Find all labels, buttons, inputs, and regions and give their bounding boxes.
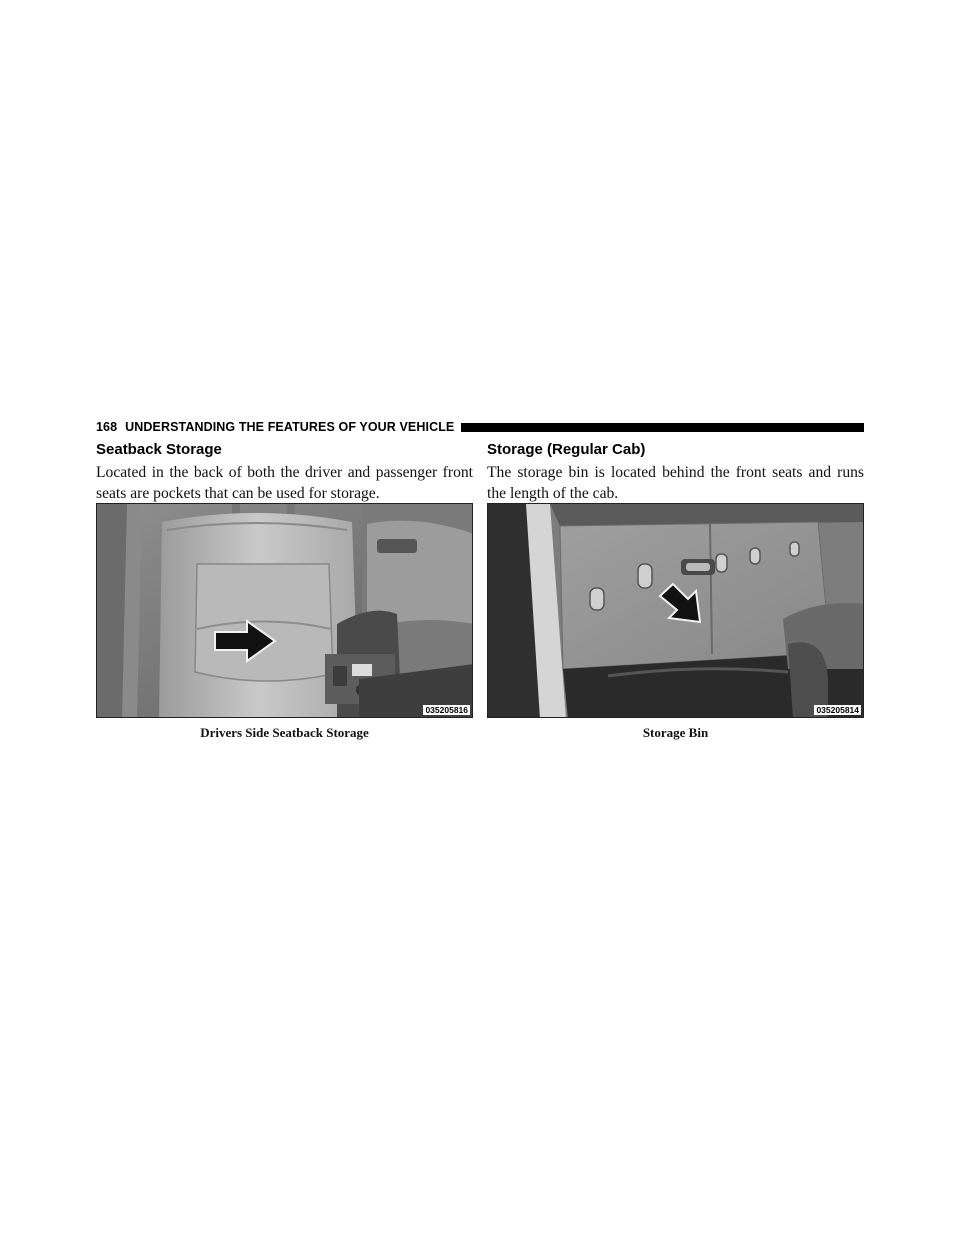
seatback-storage-section xyxy=(96,441,473,504)
seatback-storage-figure xyxy=(96,503,473,718)
page-number: 168 xyxy=(96,420,118,434)
figure-caption: Drivers Side Seatback Storage xyxy=(200,725,369,740)
figure-caption: Storage Bin xyxy=(642,725,709,740)
header-rule xyxy=(461,423,864,432)
regular-cab-storage-section xyxy=(487,441,864,504)
figure-code: 035205816 xyxy=(425,705,468,715)
header-text xyxy=(96,420,454,434)
seatback-illustration xyxy=(97,504,473,718)
section-title: Storage (Regular Cab) xyxy=(487,441,646,458)
section-title: Seatback Storage xyxy=(96,441,222,458)
storage-bin-figure xyxy=(487,503,864,718)
section-body: The storage bin is located behind the front seats and runs the length of the cab. xyxy=(487,464,864,502)
chapter-title: UNDERSTANDING THE FEATURES OF YOUR VEHICLE xyxy=(125,420,455,434)
figure-code: 035205814 xyxy=(816,705,859,715)
section-body: Located in the back of both the driver and passenger front seats are pockets that can be used for storage. xyxy=(96,464,473,502)
storage-bin-illustration xyxy=(488,504,864,718)
running-header xyxy=(96,418,864,436)
